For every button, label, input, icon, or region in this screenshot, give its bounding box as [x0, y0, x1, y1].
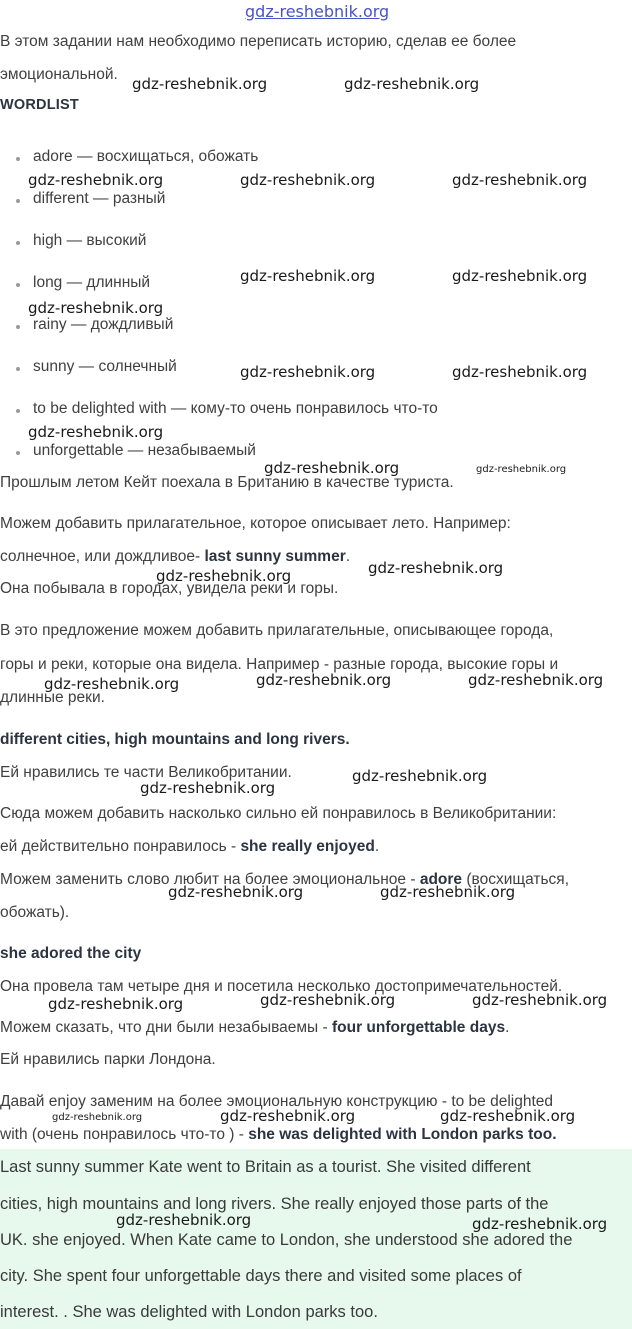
site-watermark-link[interactable]: gdz-reshebnik.org: [245, 2, 390, 21]
watermark: gdz-reshebnik.org: [28, 299, 164, 317]
list-item-text: unforgettable — незабываемый: [33, 442, 256, 459]
step-text-part: (восхищаться,: [462, 871, 570, 888]
step-text: [0, 1126, 557, 1144]
watermark: gdz-reshebnik.org: [116, 1211, 252, 1229]
answer-line: interest. . She was delighted with London parks too.: [0, 1303, 378, 1321]
bullet-icon: [16, 157, 20, 161]
step-text: Прошлым летом Кейт поехала в Британию в качестве туриста.: [0, 474, 454, 491]
step-text-part: .: [345, 548, 351, 565]
watermark: gdz-reshebnik.org: [240, 171, 376, 189]
watermark: gdz-reshebnik.org: [264, 459, 400, 477]
highlight-phrase: four unforgettable days: [331, 1019, 506, 1036]
intro-line-2: эмоциональной.: [0, 66, 118, 83]
watermark: gdz-reshebnik.org: [240, 267, 376, 285]
list-item-text: to be delighted with — кому-то очень понравилось что-то: [33, 400, 438, 417]
watermark: gdz-reshebnik.org: [472, 991, 608, 1009]
step-text: Сюда можем добавить насколько сильно ей понравилось в Великобритании:: [0, 805, 557, 822]
step-text: горы и реки, которые она видела. Например - разные города, высокие горы и: [0, 656, 559, 673]
step-text: обожать).: [0, 904, 70, 921]
step-text-part: Можем заменить слово любит на более эмоциональное -: [0, 871, 420, 888]
watermark: gdz-reshebnik.org: [352, 767, 488, 785]
bullet-icon: [16, 325, 20, 329]
watermark: gdz-reshebnik.org: [452, 363, 588, 381]
bullet-icon: [16, 451, 20, 455]
highlight-phrase: she was delighted with London parks too.: [248, 1126, 557, 1143]
answer-line: Last sunny summer Kate went to Britain as a tourist. She visited different: [0, 1158, 531, 1176]
watermark: gdz-reshebnik.org: [260, 991, 396, 1009]
watermark: gdz-reshebnik.org: [44, 675, 180, 693]
answer-line: cities, high mountains and long rivers. She really enjoyed those parts of the: [0, 1195, 549, 1213]
watermark: gdz-reshebnik.org: [380, 883, 516, 901]
bullet-icon: [16, 283, 20, 287]
watermark: gdz-reshebnik.org: [168, 883, 304, 901]
step-text: Ей нравились те части Великобритании.: [0, 764, 292, 781]
watermark: gdz-reshebnik.org: [48, 995, 184, 1013]
watermark: gdz-reshebnik.org: [476, 464, 567, 475]
example-phrase: she adored the city: [0, 945, 142, 962]
step-text: [0, 838, 379, 856]
watermark: gdz-reshebnik.org: [28, 423, 164, 441]
list-item-text: rainy — дождливый: [33, 316, 174, 333]
step-text: Она побывала в городах, увидела реки и горы.: [0, 580, 339, 597]
watermark: gdz-reshebnik.org: [452, 171, 588, 189]
step-text: Она провела там четыре дня и посетила несколько достопримечательностей.: [0, 978, 563, 995]
highlight-phrase: last sunny summer: [204, 548, 346, 565]
answer-line: UK. she enjoyed. When Kate came to London, she understood she adored the: [0, 1231, 573, 1249]
bullet-icon: [16, 409, 20, 413]
watermark: gdz-reshebnik.org: [156, 567, 292, 585]
step-text-part: with (очень понравилось что-то ) -: [0, 1126, 249, 1143]
watermark: gdz-reshebnik.org: [468, 671, 604, 689]
step-text: Давай enjoy заменим на более эмоциональную конструкцию - to be delighted: [0, 1093, 554, 1110]
watermark: gdz-reshebnik.org: [140, 779, 276, 797]
step-text-part: .: [505, 1019, 510, 1036]
list-item-text: different — разный: [33, 190, 166, 207]
step-text: В это предложение можем добавить прилагательные, описывающее города,: [0, 622, 554, 639]
step-text: [0, 1019, 509, 1037]
list-item-text: adore — восхищаться, обожать: [33, 148, 259, 165]
step-text-part: .: [374, 838, 380, 855]
bullet-icon: [16, 241, 20, 245]
step-text: Можем добавить прилагательное, которое описывает лето. Например:: [0, 515, 511, 532]
watermark: gdz-reshebnik.org: [368, 559, 504, 577]
highlight-phrase: adore: [419, 871, 463, 888]
list-item-text: high — высокий: [33, 232, 147, 249]
watermark: gdz-reshebnik.org: [220, 1107, 356, 1125]
watermark: gdz-reshebnik.org: [256, 671, 392, 689]
step-text-part: ей действительно понравилось -: [0, 838, 241, 855]
watermark: gdz-reshebnik.org: [132, 75, 268, 93]
step-text: длинные реки.: [0, 689, 105, 706]
watermark: gdz-reshebnik.org: [440, 1107, 576, 1125]
step-text-part: Можем сказать, что дни были незабываемы -: [0, 1019, 332, 1036]
answer-box: [0, 1149, 632, 1329]
step-text: Ей нравились парки Лондона.: [0, 1051, 216, 1068]
watermark: gdz-reshebnik.org: [452, 267, 588, 285]
list-item-text: sunny — солнечный: [33, 358, 177, 375]
example-phrase: different cities, high mountains and long rivers.: [0, 731, 350, 748]
bullet-icon: [16, 367, 20, 371]
watermark: gdz-reshebnik.org: [472, 1215, 608, 1233]
step-text: [0, 548, 350, 566]
watermark: gdz-reshebnik.org: [28, 171, 164, 189]
highlight-phrase: she really enjoyed: [240, 838, 375, 855]
watermark: gdz-reshebnik.org: [344, 75, 480, 93]
intro-line-1: В этом задании нам необходимо переписать историю, сделав ее более: [0, 33, 517, 50]
bullet-icon: [16, 199, 20, 203]
answer-line: city. She spent four unforgettable days there and visited some places of: [0, 1267, 522, 1285]
step-text-part: солнечное, или дождливое-: [0, 548, 205, 565]
wordlist-title: WORDLIST: [0, 97, 79, 113]
list-item-text: long — длинный: [33, 274, 151, 291]
watermark: gdz-reshebnik.org: [52, 1112, 143, 1123]
watermark: gdz-reshebnik.org: [240, 363, 376, 381]
